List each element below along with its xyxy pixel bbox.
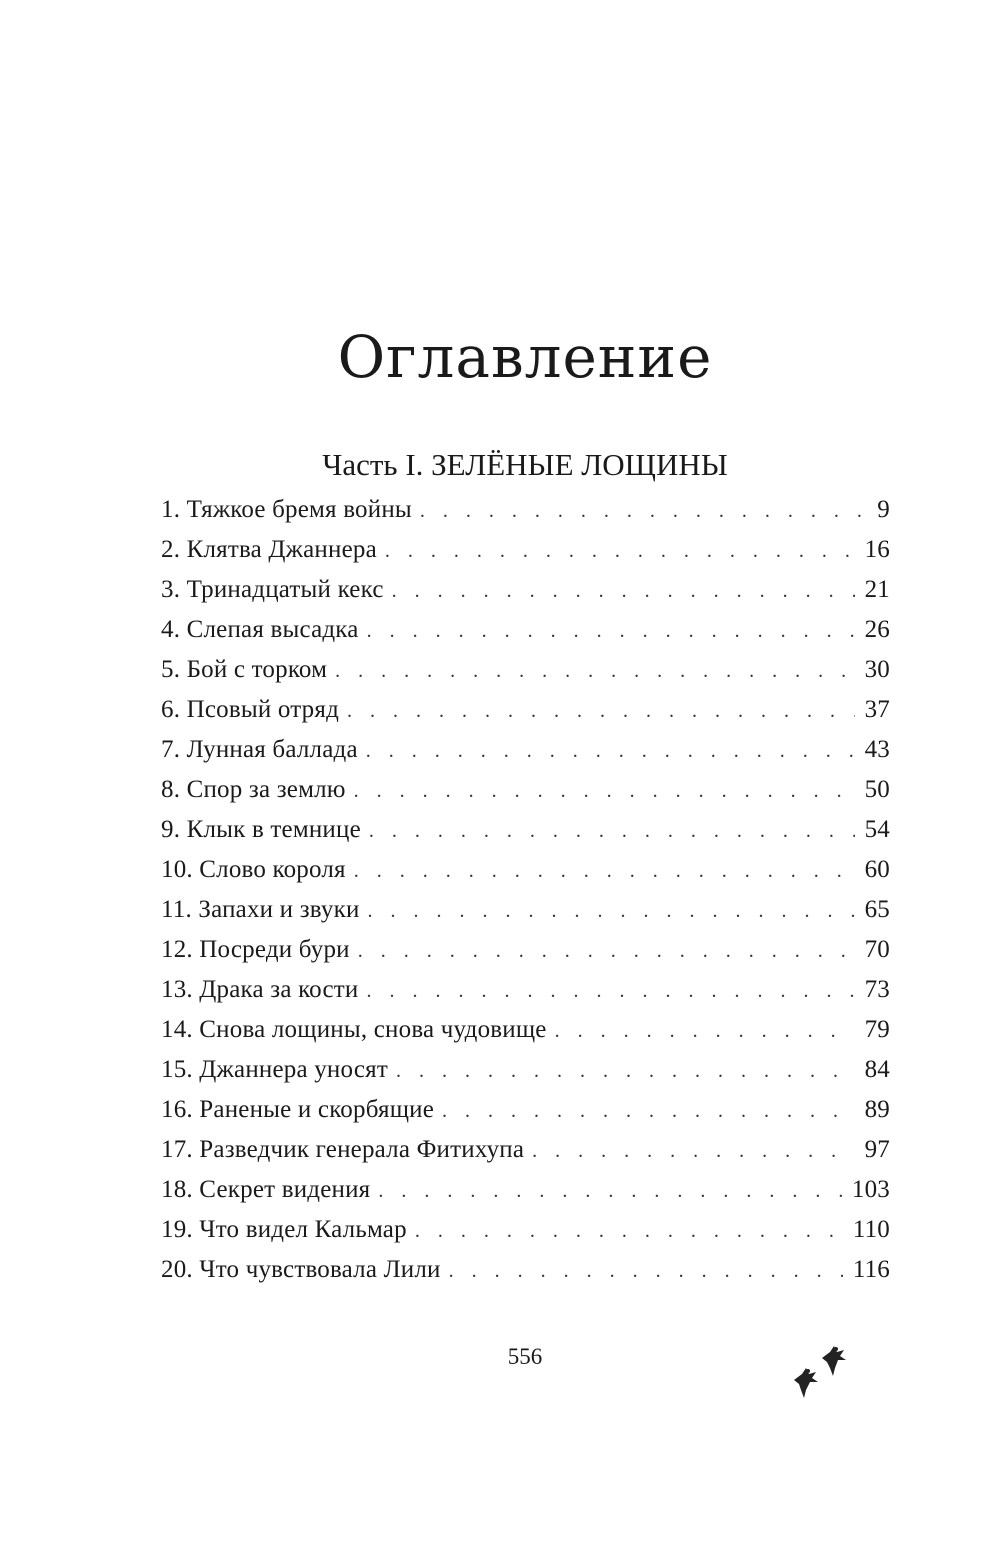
toc-entry-page: 73 xyxy=(864,976,890,1003)
toc-entry-page: 65 xyxy=(864,896,890,923)
toc-entry[interactable] xyxy=(161,690,890,730)
toc-entry-title: 5. Бой с торком xyxy=(161,656,328,683)
toc-dot-leader xyxy=(354,771,855,811)
toc-entry[interactable] xyxy=(161,770,890,810)
toc-dot-leader xyxy=(366,731,855,771)
toc-entry[interactable] xyxy=(161,930,890,970)
toc-dot-leader xyxy=(532,1131,854,1171)
toc-entry-title: 8. Спор за землю xyxy=(161,776,346,803)
toc-entry-title: 11. Запахи и звуки xyxy=(161,896,360,923)
toc-dot-leader xyxy=(385,531,855,571)
toc-entry-title: 6. Псовый отряд xyxy=(161,696,339,723)
birds-icon xyxy=(782,1338,852,1402)
toc-entry-title: 12. Посреди бури xyxy=(161,936,350,963)
toc-entry-title: 7. Лунная баллада xyxy=(161,736,358,763)
toc-dot-leader xyxy=(392,571,855,611)
toc-entry-title: 17. Разведчик генерала Фитихупа xyxy=(161,1136,525,1163)
toc-dot-leader xyxy=(369,811,855,851)
toc-entry[interactable] xyxy=(161,730,890,770)
toc-entry[interactable] xyxy=(161,810,890,850)
toc-entry[interactable] xyxy=(161,1010,890,1050)
toc-entry-title: 16. Раненые и скорбящие xyxy=(161,1096,435,1123)
toc-entry-page: 50 xyxy=(864,776,890,803)
toc-entry-title: 19. Что видел Кальмар xyxy=(161,1216,407,1243)
toc-entry[interactable] xyxy=(161,890,890,930)
toc-dot-leader xyxy=(358,931,855,971)
toc-dot-leader xyxy=(354,851,855,891)
toc-dot-leader xyxy=(366,971,854,1011)
toc-entry[interactable] xyxy=(161,1050,890,1090)
toc-entry-title: 20. Что чувствовала Лили xyxy=(161,1256,441,1283)
toc-entry-title: 15. Джаннера уносят xyxy=(161,1056,388,1083)
toc-entry-title: 14. Снова лощины, снова чудовище xyxy=(161,1016,547,1043)
toc-dot-leader xyxy=(347,691,855,731)
toc-entry-title: 13. Драка за кости xyxy=(161,976,359,1003)
toc-dot-leader xyxy=(449,1251,843,1291)
toc-entry-page: 54 xyxy=(864,816,890,843)
toc-dot-leader xyxy=(442,1091,855,1131)
toc-dot-leader xyxy=(415,1211,843,1251)
toc-dot-leader xyxy=(555,1011,855,1051)
toc-dot-leader xyxy=(396,1051,855,1091)
toc-entry-title: 18. Секрет видения xyxy=(161,1176,371,1203)
toc-entry[interactable] xyxy=(161,1130,890,1170)
toc-entry-title: 9. Клык в темнице xyxy=(161,816,361,843)
toc-entry-title: 2. Клятва Джаннера xyxy=(161,536,377,563)
toc-entry-page: 70 xyxy=(864,936,890,963)
toc-entry-title: 4. Слепая высадка xyxy=(161,616,359,643)
toc-entry-page: 110 xyxy=(852,1216,890,1243)
toc-entry-page: 43 xyxy=(864,736,890,763)
toc-entry-page: 16 xyxy=(864,536,890,563)
toc-entry-page: 84 xyxy=(864,1056,890,1083)
toc-entry[interactable] xyxy=(161,1170,890,1210)
toc-entry-page: 9 xyxy=(877,496,890,523)
toc-entry[interactable] xyxy=(161,530,890,570)
toc-entry[interactable] xyxy=(161,1090,890,1130)
toc-entry[interactable] xyxy=(161,970,890,1010)
toc-entry-page: 60 xyxy=(864,856,890,883)
toc-entry[interactable] xyxy=(161,1210,890,1250)
toc-entry-page: 116 xyxy=(852,1256,890,1283)
toc-entry[interactable] xyxy=(161,650,890,690)
toc-entry-page: 79 xyxy=(864,1016,890,1043)
page-number: 556 xyxy=(507,1344,543,1369)
toc-entry-page: 37 xyxy=(864,696,890,723)
toc-entry-title: 10. Слово короля xyxy=(161,856,346,883)
toc-entry-title: 3. Тринадцатый кекс xyxy=(161,576,384,603)
toc-entry[interactable] xyxy=(161,1250,890,1290)
toc-entry[interactable] xyxy=(161,610,890,650)
toc-entry-page: 103 xyxy=(851,1176,890,1203)
toc-dot-leader xyxy=(378,1171,842,1211)
toc-entry[interactable] xyxy=(161,490,890,530)
part-heading: Часть I. ЗЕЛЁНЫЕ ЛОЩИНЫ xyxy=(322,447,728,482)
toc-entry-page: 21 xyxy=(864,576,890,603)
toc-entry[interactable] xyxy=(161,570,890,610)
table-of-contents xyxy=(161,490,890,1290)
toc-entry-page: 26 xyxy=(864,616,890,643)
toc-entry-page: 97 xyxy=(864,1136,890,1163)
toc-entry[interactable] xyxy=(161,850,890,890)
toc-dot-leader xyxy=(368,891,855,931)
toc-dot-leader xyxy=(367,611,855,651)
toc-dot-leader xyxy=(420,491,867,531)
toc-entry-page: 30 xyxy=(864,656,890,683)
toc-entry-page: 89 xyxy=(864,1096,890,1123)
page-title: Оглавление xyxy=(337,322,713,391)
toc-dot-leader xyxy=(335,651,854,691)
toc-entry-title: 1. Тяжкое бремя войны xyxy=(161,496,412,523)
